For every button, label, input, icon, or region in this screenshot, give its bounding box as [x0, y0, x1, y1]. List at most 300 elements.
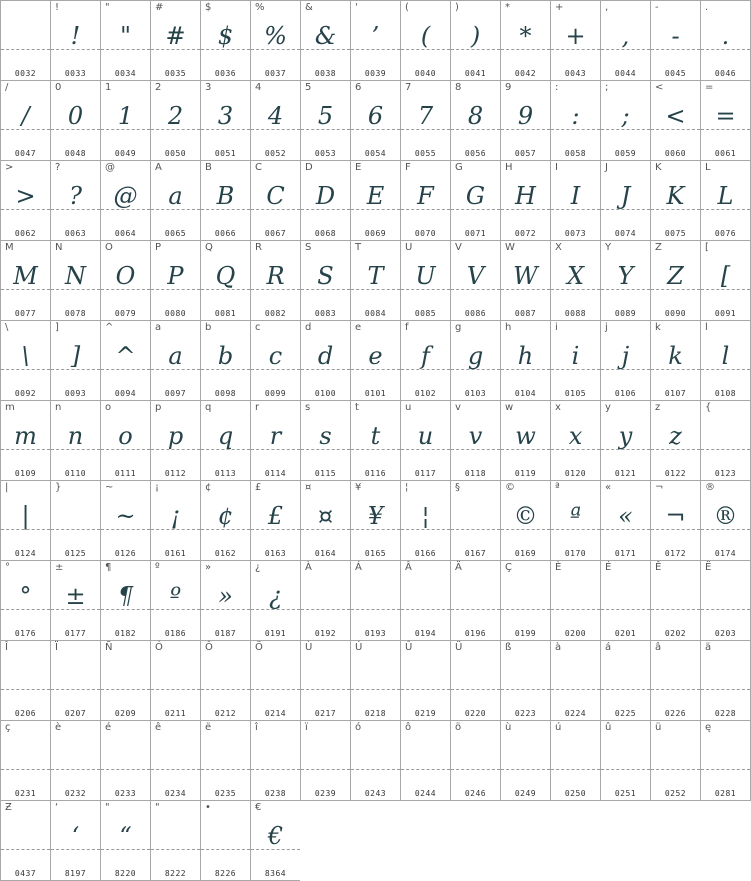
glyph-reference-char: È [555, 562, 562, 573]
glyph-sample: w [515, 422, 536, 450]
glyph-cell[interactable] [50, 480, 100, 560]
glyph-cell[interactable] [50, 400, 100, 480]
glyph-cell[interactable] [500, 400, 550, 480]
glyph-cell[interactable] [300, 80, 350, 160]
glyph-cell[interactable] [400, 240, 450, 320]
glyph-code: 0036 [214, 69, 237, 78]
glyph-code: 0089 [614, 309, 637, 318]
glyph-cell[interactable] [250, 480, 300, 560]
glyph-cell[interactable] [50, 80, 100, 160]
glyph-cell[interactable] [250, 240, 300, 320]
glyph-code: 0062 [14, 229, 37, 238]
glyph-cell[interactable] [450, 160, 500, 240]
glyph-code: 0088 [564, 309, 587, 318]
glyph-sample: ? [69, 182, 82, 210]
glyph-cell[interactable] [550, 400, 600, 480]
glyph-cell[interactable] [650, 640, 700, 720]
glyph-reference-char: , [605, 2, 609, 13]
glyph-cell[interactable] [550, 720, 600, 801]
glyph-cell[interactable] [300, 0, 350, 80]
glyph-sample [1, 819, 50, 853]
glyph-code: 0097 [164, 389, 187, 398]
glyph-cell[interactable] [300, 560, 350, 640]
glyph-cell[interactable] [700, 80, 751, 160]
glyph-reference-char: R [255, 242, 262, 253]
glyph-cell[interactable] [650, 400, 700, 480]
glyph-cell[interactable] [100, 160, 150, 240]
glyph-cell[interactable] [600, 480, 650, 560]
glyph-sample [201, 819, 250, 853]
glyph-cell[interactable] [450, 240, 500, 320]
glyph-cell[interactable] [400, 320, 450, 400]
glyph-code: 0049 [114, 149, 137, 158]
glyph-cell[interactable] [250, 0, 300, 80]
glyph-reference-char: § [455, 482, 460, 493]
glyph-cell[interactable] [600, 80, 650, 160]
glyph-code: 8220 [114, 869, 137, 878]
glyph-cell[interactable] [300, 400, 350, 480]
glyph-cell[interactable] [650, 320, 700, 400]
glyph-cell[interactable] [350, 640, 400, 720]
glyph-cell[interactable] [200, 320, 250, 400]
glyph-cell[interactable] [700, 240, 751, 320]
glyph-code: 0203 [714, 629, 737, 638]
glyph-reference-char: = [705, 82, 714, 93]
glyph-code: 0199 [514, 629, 537, 638]
glyph-reference-char: b [205, 322, 212, 333]
glyph-code: 0071 [464, 229, 487, 238]
glyph-cell[interactable] [550, 80, 600, 160]
glyph-cell[interactable] [350, 160, 400, 240]
glyph-cell[interactable] [550, 0, 600, 80]
glyph-cell[interactable] [250, 80, 300, 160]
glyph-cell[interactable] [450, 320, 500, 400]
glyph-reference-char: F [405, 162, 411, 173]
glyph-sample [551, 659, 600, 693]
glyph-code: 0090 [664, 309, 687, 318]
glyph-code: 0250 [564, 789, 587, 798]
glyph-reference-char: : [555, 82, 559, 93]
glyph-sample: Q [215, 262, 236, 290]
glyph-cell[interactable] [150, 240, 200, 320]
glyph-sample [101, 659, 150, 693]
glyph-cell[interactable] [700, 0, 751, 80]
glyph-sample [701, 739, 750, 773]
glyph-reference-char: £ [255, 482, 262, 493]
glyph-reference-char: ¢ [205, 482, 212, 493]
glyph-cell[interactable] [200, 720, 250, 800]
glyph-cell[interactable] [350, 480, 400, 560]
glyph-cell[interactable] [150, 0, 200, 80]
glyph-sample: º [169, 582, 182, 610]
glyph-cell[interactable] [200, 400, 250, 480]
glyph-reference-char: 4 [255, 82, 262, 93]
glyph-cell[interactable] [150, 800, 200, 881]
glyph-reference-char: » [205, 562, 212, 573]
glyph-cell[interactable] [450, 640, 500, 720]
glyph-cell[interactable] [450, 400, 500, 480]
glyph-cell[interactable] [0, 400, 50, 480]
glyph-reference-char: A [155, 162, 162, 173]
glyph-sample [651, 579, 700, 613]
glyph-cell[interactable] [600, 560, 650, 640]
glyph-cell[interactable] [100, 400, 150, 480]
glyph-cell[interactable] [650, 0, 700, 80]
glyph-cell[interactable] [600, 160, 650, 240]
glyph-sample: l [721, 342, 730, 370]
glyph-reference-char: ú [555, 722, 562, 733]
glyph-sample: ¤ [317, 502, 334, 530]
glyph-cell[interactable] [700, 640, 751, 720]
glyph-cell[interactable] [0, 560, 50, 640]
glyph-cell[interactable] [100, 720, 150, 800]
glyph-cell[interactable] [300, 720, 350, 801]
glyph-cell[interactable] [450, 480, 500, 560]
glyph-code: 0070 [414, 229, 437, 238]
glyph-cell[interactable] [350, 400, 400, 480]
glyph-reference-char: Ä [455, 562, 462, 573]
glyph-cell[interactable] [150, 320, 200, 400]
glyph-cell[interactable] [650, 240, 700, 320]
glyph-cell[interactable] [50, 720, 100, 800]
glyph-code: 0196 [464, 629, 487, 638]
glyph-cell[interactable] [400, 720, 450, 801]
glyph-reference-char: q [205, 402, 212, 413]
glyph-sample: R [266, 262, 285, 290]
glyph-cell[interactable] [700, 160, 751, 240]
glyph-sample [301, 659, 350, 693]
glyph-code: 0098 [214, 389, 237, 398]
glyph-cell[interactable] [100, 240, 150, 320]
glyph-sample [151, 659, 200, 693]
glyph-code: 0052 [264, 149, 287, 158]
glyph-cell[interactable] [100, 80, 150, 160]
glyph-code: 0246 [464, 789, 487, 798]
glyph-reference-char: [ [705, 242, 709, 253]
glyph-cell[interactable] [200, 240, 250, 320]
glyph-sample [351, 739, 400, 773]
glyph-reference-char: C [255, 162, 262, 173]
glyph-cell[interactable] [250, 800, 300, 881]
glyph-sample: e [368, 342, 383, 370]
glyph-cell[interactable] [700, 560, 751, 640]
glyph-sample: 6 [367, 102, 384, 130]
glyph-sample: ! [70, 22, 81, 50]
glyph-sample [451, 739, 500, 773]
glyph-cell[interactable] [400, 80, 450, 160]
glyph-code: 0034 [114, 69, 137, 78]
glyph-cell[interactable] [0, 240, 50, 320]
glyph-sample: $ [217, 22, 234, 50]
glyph-cell[interactable] [550, 480, 600, 560]
glyph-sample: K [666, 182, 685, 210]
glyph-cell[interactable] [50, 640, 100, 720]
glyph-code: 0068 [314, 229, 337, 238]
glyph-cell[interactable] [0, 80, 50, 160]
glyph-cell[interactable] [200, 80, 250, 160]
glyph-reference-char: ¶ [105, 562, 112, 573]
glyph-cell[interactable] [500, 240, 550, 320]
glyph-code: 0040 [414, 69, 437, 78]
glyph-code: 0194 [414, 629, 437, 638]
glyph-cell[interactable] [450, 80, 500, 160]
glyph-sample: , [621, 22, 630, 50]
glyph-reference-char: è [55, 722, 62, 733]
glyph-cell[interactable] [700, 400, 751, 480]
glyph-cell[interactable] [0, 480, 50, 560]
glyph-reference-char: • [205, 802, 211, 813]
glyph-sample: P [167, 262, 184, 290]
glyph-cell[interactable] [50, 0, 100, 80]
glyph-cell[interactable] [550, 640, 600, 720]
glyph-cell[interactable] [500, 80, 550, 160]
glyph-cell[interactable] [250, 640, 300, 720]
glyph-code: 0125 [64, 549, 87, 558]
glyph-cell[interactable] [300, 320, 350, 400]
glyph-cell[interactable] [350, 320, 400, 400]
glyph-cell[interactable] [0, 800, 50, 881]
glyph-cell[interactable] [200, 480, 250, 560]
glyph-reference-char: k [655, 322, 661, 333]
glyph-cell[interactable] [150, 480, 200, 560]
glyph-code: 0078 [64, 309, 87, 318]
glyph-sample: ^ [115, 342, 136, 370]
glyph-sample [551, 579, 600, 613]
glyph-cell[interactable] [100, 800, 150, 881]
glyph-reference-char: # [155, 2, 164, 13]
glyph-cell[interactable] [300, 480, 350, 560]
glyph-reference-char: ¦ [405, 482, 409, 493]
glyph-code: 0082 [264, 309, 287, 318]
glyph-code: 0094 [114, 389, 137, 398]
glyph-reference-char: ® [705, 482, 715, 493]
glyph-sample: ¬ [665, 502, 686, 530]
glyph-cell[interactable] [150, 400, 200, 480]
glyph-reference-char: a [155, 322, 162, 333]
glyph-cell[interactable] [150, 640, 200, 720]
glyph-cell[interactable] [0, 320, 50, 400]
glyph-reference-char: ' [355, 2, 358, 13]
glyph-code: 0182 [114, 629, 137, 638]
glyph-cell[interactable] [100, 640, 150, 720]
glyph-cell[interactable] [350, 80, 400, 160]
glyph-cell[interactable] [50, 240, 100, 320]
glyph-cell[interactable] [250, 160, 300, 240]
glyph-sample [51, 739, 100, 773]
glyph-reference-char: 0 [55, 82, 62, 93]
glyph-sample: C [266, 182, 285, 210]
glyph-code: 0223 [514, 709, 537, 718]
glyph-cell[interactable] [650, 720, 700, 801]
glyph-cell[interactable] [600, 640, 650, 720]
glyph-sample: 5 [317, 102, 334, 130]
glyph-reference-char: 3 [205, 82, 212, 93]
glyph-cell[interactable] [700, 480, 751, 560]
glyph-cell[interactable] [700, 720, 751, 801]
glyph-cell[interactable] [500, 0, 550, 80]
glyph-cell[interactable] [650, 560, 700, 640]
glyph-sample [651, 739, 700, 773]
glyph-sample: : [571, 102, 580, 130]
glyph-cell[interactable] [350, 0, 400, 80]
glyph-reference-char: | [5, 482, 9, 493]
glyph-sample: F [417, 182, 434, 210]
glyph-code: 0048 [64, 149, 87, 158]
glyph-cell[interactable] [600, 0, 650, 80]
glyph-code: 0056 [464, 149, 487, 158]
glyph-cell[interactable] [550, 160, 600, 240]
glyph-cell[interactable] [650, 80, 700, 160]
glyph-cell[interactable] [0, 640, 50, 720]
glyph-cell[interactable] [400, 560, 450, 640]
glyph-sample [501, 659, 550, 693]
glyph-code: 0057 [514, 149, 537, 158]
glyph-sample [701, 419, 750, 453]
glyph-cell[interactable] [400, 400, 450, 480]
glyph-cell[interactable] [50, 320, 100, 400]
glyph-sample [251, 659, 300, 693]
glyph-cell[interactable] [500, 480, 550, 560]
glyph-cell[interactable] [150, 160, 200, 240]
glyph-cell[interactable] [550, 240, 600, 320]
glyph-cell[interactable] [650, 480, 700, 560]
glyph-cell[interactable] [600, 400, 650, 480]
glyph-cell[interactable] [600, 240, 650, 320]
glyph-cell[interactable] [350, 720, 400, 801]
glyph-cell[interactable] [500, 320, 550, 400]
glyph-sample: Y [617, 262, 634, 290]
glyph-code: 0044 [614, 69, 637, 78]
glyph-reference-char: Ö [255, 642, 263, 653]
glyph-code: 0120 [564, 469, 587, 478]
glyph-cell[interactable] [400, 160, 450, 240]
glyph-sample: 8 [467, 102, 484, 130]
glyph-cell[interactable] [300, 640, 350, 720]
glyph-sample: ª [569, 502, 582, 530]
glyph-sample: Z [667, 262, 684, 290]
glyph-cell[interactable] [350, 560, 400, 640]
glyph-code: 8364 [264, 869, 287, 878]
glyph-cell[interactable] [200, 160, 250, 240]
glyph-code: 0102 [414, 389, 437, 398]
glyph-code: 0243 [364, 789, 387, 798]
glyph-sample [51, 659, 100, 693]
glyph-cell[interactable] [450, 560, 500, 640]
glyph-cell[interactable] [650, 160, 700, 240]
glyph-cell[interactable] [100, 0, 150, 80]
glyph-cell[interactable] [600, 720, 650, 801]
glyph-code: 8222 [164, 869, 187, 878]
glyph-cell[interactable] [200, 640, 250, 720]
glyph-reference-char: / [5, 82, 9, 93]
glyph-cell[interactable] [400, 480, 450, 560]
glyph-cell[interactable] [250, 400, 300, 480]
glyph-sample: E [366, 182, 385, 210]
glyph-reference-char: á [605, 642, 612, 653]
glyph-reference-char: ? [55, 162, 61, 173]
glyph-cell[interactable] [0, 720, 50, 800]
glyph-cell[interactable] [0, 0, 50, 80]
glyph-code: 0239 [314, 789, 337, 798]
glyph-cell[interactable] [550, 320, 600, 400]
glyph-code: 8226 [214, 869, 237, 878]
glyph-cell[interactable] [100, 560, 150, 640]
glyph-cell[interactable] [300, 160, 350, 240]
glyph-cell[interactable] [150, 560, 200, 640]
glyph-reference-char: ä [705, 642, 712, 653]
glyph-reference-char: ô [405, 722, 412, 733]
glyph-cell[interactable] [100, 480, 150, 560]
glyph-cell[interactable] [0, 160, 50, 240]
glyph-cell[interactable] [50, 560, 100, 640]
glyph-code: 8197 [64, 869, 87, 878]
glyph-cell[interactable] [550, 560, 600, 640]
glyph-reference-char: { [705, 402, 712, 413]
glyph-code: 0169 [514, 549, 537, 558]
glyph-reference-char: g [455, 322, 462, 333]
glyph-cell[interactable] [700, 320, 751, 400]
glyph-code: 0086 [464, 309, 487, 318]
glyph-sample: u [417, 422, 434, 450]
glyph-cell[interactable] [300, 240, 350, 320]
glyph-sample: « [618, 502, 633, 530]
glyph-cell[interactable] [150, 80, 200, 160]
glyph-cell[interactable] [350, 240, 400, 320]
glyph-cell[interactable] [250, 720, 300, 800]
glyph-code: 0123 [714, 469, 737, 478]
glyph-code: 0232 [64, 789, 87, 798]
glyph-cell[interactable] [250, 320, 300, 400]
glyph-cell[interactable] [200, 800, 250, 881]
glyph-cell[interactable] [50, 800, 100, 881]
glyph-code: 0122 [664, 469, 687, 478]
glyph-reference-char: . [705, 2, 709, 13]
glyph-sample: 1 [117, 102, 134, 130]
glyph-sample [401, 579, 450, 613]
glyph-cell[interactable] [100, 320, 150, 400]
glyph-code: 0055 [414, 149, 437, 158]
glyph-cell[interactable] [600, 320, 650, 400]
glyph-reference-char: ! [55, 2, 60, 13]
glyph-cell[interactable] [200, 0, 250, 80]
glyph-cell[interactable] [500, 720, 550, 801]
glyph-cell[interactable] [500, 640, 550, 720]
glyph-cell[interactable] [500, 560, 550, 640]
glyph-sample [501, 739, 550, 773]
glyph-code: 0104 [514, 389, 537, 398]
glyph-cell[interactable] [200, 560, 250, 640]
glyph-sample: N [65, 262, 86, 290]
glyph-code: 0217 [314, 709, 337, 718]
glyph-code: 0121 [614, 469, 637, 478]
glyph-cell[interactable] [450, 720, 500, 801]
glyph-cell[interactable] [150, 720, 200, 800]
glyph-code: 0192 [314, 629, 337, 638]
glyph-cell[interactable] [250, 560, 300, 640]
glyph-cell[interactable] [400, 640, 450, 720]
glyph-cell[interactable] [450, 0, 500, 80]
glyph-cell[interactable] [400, 0, 450, 80]
glyph-code: 0035 [164, 69, 187, 78]
glyph-code: 0072 [514, 229, 537, 238]
glyph-cell[interactable] [50, 160, 100, 240]
glyph-reference-char: 1 [105, 82, 112, 93]
glyph-reference-char: * [505, 2, 510, 13]
glyph-sample: # [165, 22, 186, 50]
glyph-cell[interactable] [500, 160, 550, 240]
glyph-sample: 4 [267, 102, 284, 130]
glyph-sample: T [367, 262, 384, 290]
